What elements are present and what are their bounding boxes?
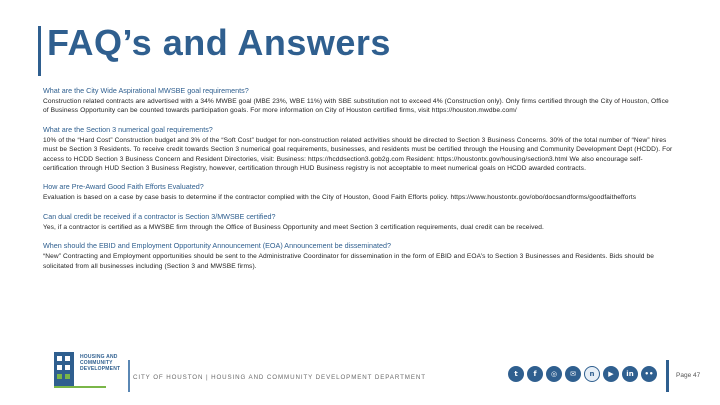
email-icon[interactable]: ✉ xyxy=(565,366,581,382)
page-number: Page 47 xyxy=(676,372,701,379)
footer-department: CITY OF HOUSTON | HOUSING AND COMMUNITY DEVELOPMENT DEPARTMENT xyxy=(133,374,426,381)
linkedin-icon[interactable]: in xyxy=(622,366,638,382)
logo-line: DEVELOPMENT xyxy=(80,366,121,372)
social-links xyxy=(508,366,657,382)
faq-question: Can dual credit be received if a contractor is Section 3/MWSBE certified? xyxy=(43,211,276,221)
footer-divider xyxy=(128,360,130,392)
title-accent-bar xyxy=(38,26,41,76)
faq-answer: Yes, if a contractor is certified as a MWSBE firm through the Office of Business Opportunity and meet Section 3 certification requirements, dual credit can be received. xyxy=(43,223,544,231)
faq-question: What are the Section 3 numerical goal requirements? xyxy=(43,124,213,134)
faq-item xyxy=(43,241,675,271)
faq-item xyxy=(43,86,675,116)
faq-question: What are the City Wide Aspirational MWSBE goal requirements? xyxy=(43,86,249,95)
faq-list xyxy=(43,86,675,280)
faq-question: How are Pre-Award Good Faith Efforts Evaluated? xyxy=(43,182,204,192)
nextdoor-icon[interactable]: n xyxy=(584,366,600,382)
flickr-icon[interactable]: •• xyxy=(641,366,657,382)
faq-answer: “New” Contracting and Employment opportunities should be sent to the Administrative Coordinator for dissemination in the form of EBID and EOA’s to Section 3 Businesses and Residents. Bids should be solicitated from all businesses including (Section 3 and MWSBE firms). xyxy=(43,253,655,270)
twitter-icon[interactable]: t xyxy=(508,366,524,382)
youtube-icon[interactable]: ▶ xyxy=(603,366,619,382)
logo-line: HOUSING AND xyxy=(80,354,118,360)
faq-item xyxy=(43,212,675,232)
logo-wordmark xyxy=(80,354,120,372)
faq-answer: 10% of the “Hard Cost” Construction budget and 3% of the “Soft Cost” budget for non-construction related activities should be directed to Section 3 Business Concerns. 30% of the total number of “New” hires must be Section 3 Residents. To receive credit towards Section 3 numerical goal requirements, businesses, and residents must be certified through the Housing and Community Development Dept (HCDD). For access to HCDD Section 3 Business Concern and Resident Directories, visit: Business: https://hcddsection3.gob2g.com Resident: https://houstontx.gov/housing/section3.html We also encourage self-certification through HUD Section 3 Business Registry, however, certification through HUD Business registry is not acceptable to meet numerical goals on HCDD awarded contracts. xyxy=(43,136,673,173)
page-title: FAQ’s and Answers xyxy=(47,22,391,63)
faq-item xyxy=(43,125,675,174)
page-number-bar xyxy=(666,360,669,392)
instagram-icon[interactable]: ◎ xyxy=(546,366,562,382)
logo-line: COMMUNITY xyxy=(80,360,113,366)
faq-answer: Evaluation is based on a case by case basis to determine if the contractor complied with the City of Houston, Good Faith Efforts policy. https://www.houstontx.gov/obo/docsandforms/goodfaithefforts xyxy=(43,194,637,202)
faq-question: When should the EBID and Employment Opportunity Announcement (EOA) Announcement be disseminated? xyxy=(43,241,391,251)
facebook-icon[interactable]: f xyxy=(527,366,543,382)
faq-item xyxy=(43,182,675,202)
faq-answer: Construction related contracts are advertised with a 34% MWBE goal (MBE 23%, WBE 11%) with SBE substitution not to exceed 4% (Construction only). Only firms certified through the City of Houston, Office of Business Opportunity can be counted towards participation goals. For more information on City of Houston certified firms, visit https://houston.mwdbe.com/ xyxy=(43,98,669,115)
